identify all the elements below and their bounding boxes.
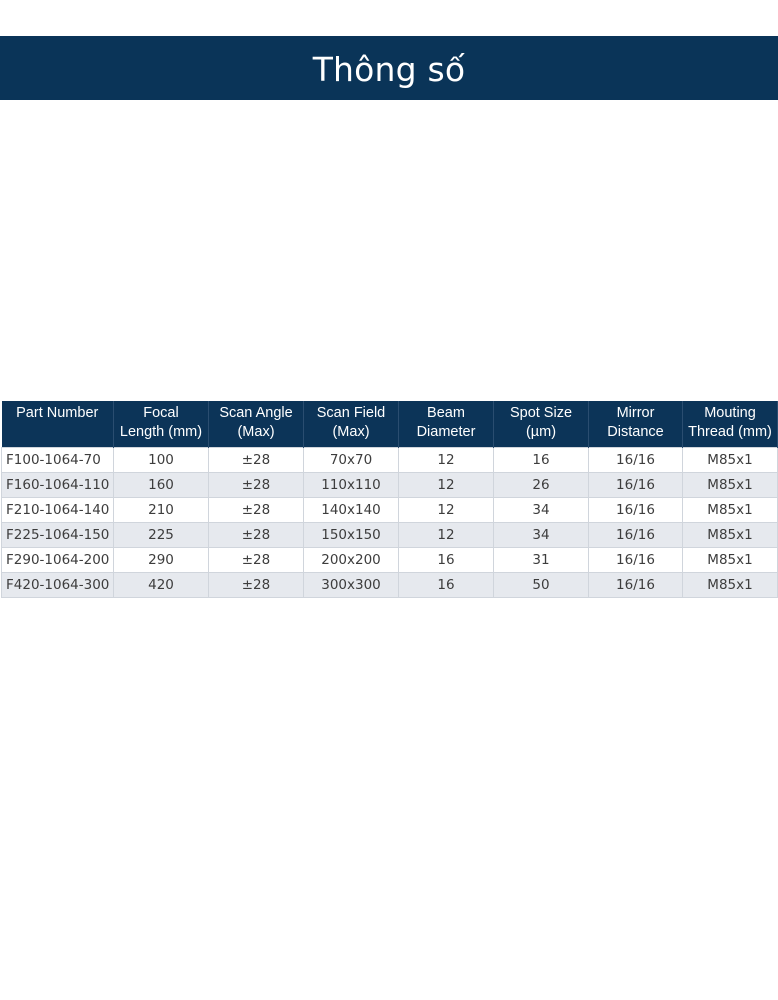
spec-table [1, 401, 778, 598]
cell-mounting-thread: M85x1 [683, 573, 778, 598]
cell-beam-diameter: 12 [399, 448, 494, 473]
cell-mirror-distance: 16/16 [589, 473, 683, 498]
column-header-spot-size: Spot Size (µm) [494, 401, 589, 448]
cell-scan-field: 200x200 [304, 548, 399, 573]
cell-focal-length: 290 [114, 548, 209, 573]
cell-mounting-thread: M85x1 [683, 523, 778, 548]
page-header [0, 36, 778, 100]
column-header-part-number: Part Number [2, 401, 114, 448]
column-header-scan-angle: Scan Angle (Max) [209, 401, 304, 448]
table-row [2, 498, 778, 523]
cell-spot-size: 31 [494, 548, 589, 573]
column-header-scan-field: Scan Field (Max) [304, 401, 399, 448]
cell-part-number: F100-1064-70 [2, 448, 114, 473]
cell-part-number: F210-1064-140 [2, 498, 114, 523]
cell-scan-angle: ±28 [209, 473, 304, 498]
cell-mounting-thread: M85x1 [683, 498, 778, 523]
cell-mirror-distance: 16/16 [589, 548, 683, 573]
cell-scan-field: 300x300 [304, 573, 399, 598]
cell-focal-length: 210 [114, 498, 209, 523]
cell-beam-diameter: 16 [399, 548, 494, 573]
cell-scan-field: 70x70 [304, 448, 399, 473]
cell-mirror-distance: 16/16 [589, 573, 683, 598]
cell-spot-size: 34 [494, 523, 589, 548]
cell-scan-angle: ±28 [209, 573, 304, 598]
cell-spot-size: 34 [494, 498, 589, 523]
cell-mirror-distance: 16/16 [589, 523, 683, 548]
cell-beam-diameter: 12 [399, 473, 494, 498]
cell-part-number: F290-1064-200 [2, 548, 114, 573]
cell-scan-angle: ±28 [209, 548, 304, 573]
table-row [2, 548, 778, 573]
page-title: Thông số [312, 49, 466, 89]
cell-part-number: F420-1064-300 [2, 573, 114, 598]
cell-scan-angle: ±28 [209, 523, 304, 548]
cell-scan-field: 150x150 [304, 523, 399, 548]
cell-part-number: F160-1064-110 [2, 473, 114, 498]
cell-mounting-thread: M85x1 [683, 548, 778, 573]
cell-beam-diameter: 12 [399, 498, 494, 523]
column-header-beam-diameter: Beam Diameter [399, 401, 494, 448]
cell-part-number: F225-1064-150 [2, 523, 114, 548]
table-row [2, 473, 778, 498]
cell-scan-angle: ±28 [209, 448, 304, 473]
cell-focal-length: 225 [114, 523, 209, 548]
table-row [2, 523, 778, 548]
column-header-mounting-thread: Mouting Thread (mm) [683, 401, 778, 448]
table-row [2, 448, 778, 473]
cell-spot-size: 16 [494, 448, 589, 473]
cell-mounting-thread: M85x1 [683, 473, 778, 498]
cell-focal-length: 100 [114, 448, 209, 473]
table-header-row [2, 401, 778, 448]
cell-spot-size: 26 [494, 473, 589, 498]
cell-mirror-distance: 16/16 [589, 448, 683, 473]
column-header-focal-length: Focal Length (mm) [114, 401, 209, 448]
cell-scan-angle: ±28 [209, 498, 304, 523]
cell-mounting-thread: M85x1 [683, 448, 778, 473]
cell-scan-field: 140x140 [304, 498, 399, 523]
cell-focal-length: 160 [114, 473, 209, 498]
cell-scan-field: 110x110 [304, 473, 399, 498]
cell-beam-diameter: 12 [399, 523, 494, 548]
cell-mirror-distance: 16/16 [589, 498, 683, 523]
cell-beam-diameter: 16 [399, 573, 494, 598]
cell-focal-length: 420 [114, 573, 209, 598]
table-row [2, 573, 778, 598]
column-header-mirror-distance: Mirror Distance [589, 401, 683, 448]
cell-spot-size: 50 [494, 573, 589, 598]
